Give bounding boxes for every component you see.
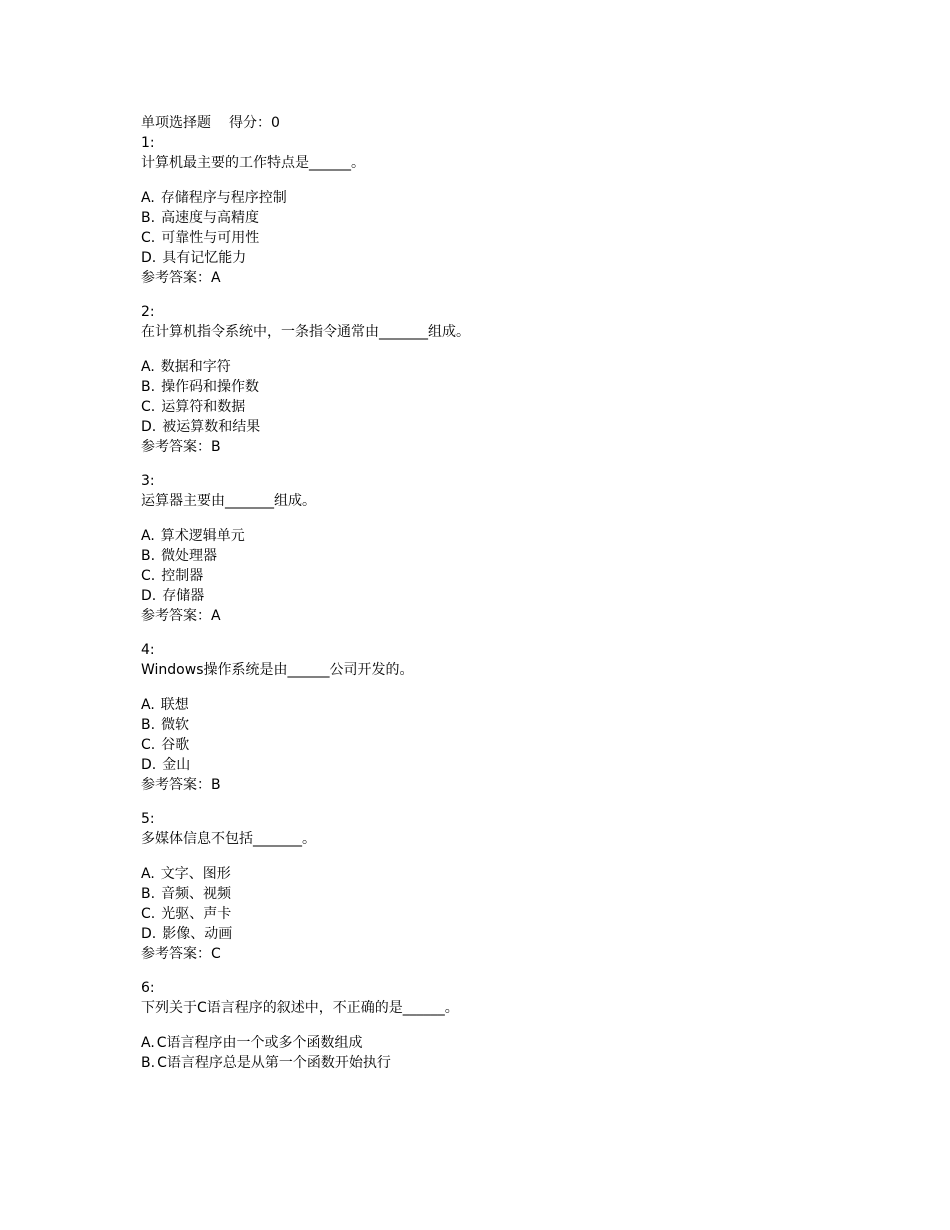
option-b (141, 546, 901, 566)
answer-value: A (211, 608, 221, 624)
option-key: C. (141, 399, 156, 415)
option-c (141, 228, 901, 248)
question-text: 计算机最主要的工作特点是______。 (141, 155, 365, 171)
option-a (141, 864, 901, 884)
option-key: C. (141, 906, 156, 922)
option-b (141, 377, 901, 397)
option-b (141, 884, 901, 904)
option-key: A. (141, 697, 155, 713)
option-text: 影像、动画 (162, 926, 233, 942)
option-c (141, 397, 901, 417)
option-text: 联想 (160, 697, 189, 713)
option-text: 存储器 (162, 588, 205, 604)
option-b (141, 715, 901, 735)
answer-label: 参考答案： (141, 270, 211, 286)
question-text: 多媒体信息不包括_______。 (141, 831, 316, 847)
option-text: 谷歌 (161, 737, 190, 753)
option-text: 可靠性与可用性 (161, 230, 260, 246)
question-2 (141, 302, 901, 457)
option-text: 文字、图形 (160, 866, 231, 882)
option-text: 音频、视频 (161, 886, 232, 902)
option-d (141, 755, 901, 775)
option-c (141, 904, 901, 924)
answer-value: B (211, 777, 221, 793)
option-key: B. (141, 379, 156, 395)
answer-value: C (211, 946, 221, 962)
option-d (141, 924, 901, 944)
option-text: 微处理器 (161, 548, 218, 564)
answer-value: B (211, 439, 221, 455)
option-text: C语言程序总是从第一个函数开始执行 (157, 1055, 391, 1071)
option-a (141, 526, 901, 546)
option-text: 金山 (162, 757, 191, 773)
option-key: B. (141, 210, 156, 226)
option-key: C. (141, 568, 156, 584)
option-key: B. (141, 886, 156, 902)
option-d (141, 417, 901, 437)
question-text: 运算器主要由_______组成。 (141, 493, 316, 509)
question-text: Windows操作系统是由______公司开发的。 (141, 662, 414, 678)
option-d (141, 248, 901, 268)
question-1 (141, 133, 901, 288)
option-key: D. (141, 757, 157, 773)
option-b (141, 1053, 901, 1073)
option-text: 存储程序与程序控制 (160, 190, 287, 206)
option-key: B. (141, 548, 156, 564)
option-key: A. (141, 359, 155, 375)
option-c (141, 566, 901, 586)
question-number: 6: (141, 980, 155, 996)
option-text: 控制器 (161, 568, 204, 584)
answer-label: 参考答案： (141, 946, 211, 962)
score-value: 0 (271, 115, 280, 131)
question-text: 下列关于C语言程序的叙述中，不正确的是______。 (141, 1000, 459, 1016)
exam-page (141, 113, 901, 1087)
option-key: D. (141, 588, 157, 604)
option-text: 光驱、声卡 (161, 906, 232, 922)
option-key: A. (141, 1035, 155, 1051)
reference-answer (141, 437, 901, 457)
question-number: 3: (141, 473, 155, 489)
option-key: C. (141, 230, 156, 246)
question-4 (141, 640, 901, 795)
question-number: 4: (141, 642, 155, 658)
option-key: D. (141, 419, 157, 435)
option-a (141, 1033, 901, 1053)
option-text: 具有记忆能力 (162, 250, 247, 266)
option-a (141, 695, 901, 715)
option-b (141, 208, 901, 228)
question-text: 在计算机指令系统中，一条指令通常由_______组成。 (141, 324, 470, 340)
option-a (141, 357, 901, 377)
answer-label: 参考答案： (141, 608, 211, 624)
question-number: 5: (141, 811, 155, 827)
option-text: 数据和字符 (160, 359, 231, 375)
option-key: D. (141, 250, 157, 266)
option-key: B. (141, 1055, 156, 1071)
option-text: C语言程序由一个或多个函数组成 (156, 1035, 363, 1051)
option-text: 微软 (161, 717, 190, 733)
option-text: 操作码和操作数 (161, 379, 260, 395)
question-3 (141, 471, 901, 626)
answer-label: 参考答案： (141, 439, 211, 455)
option-text: 运算符和数据 (161, 399, 246, 415)
question-5 (141, 809, 901, 964)
option-c (141, 735, 901, 755)
option-text: 被运算数和结果 (162, 419, 261, 435)
option-key: D. (141, 926, 157, 942)
option-d (141, 586, 901, 606)
reference-answer (141, 944, 901, 964)
option-key: A. (141, 528, 155, 544)
reference-answer (141, 775, 901, 795)
option-key: C. (141, 737, 156, 753)
question-number: 2: (141, 304, 155, 320)
reference-answer (141, 268, 901, 288)
option-key: A. (141, 866, 155, 882)
question-number: 1: (141, 135, 155, 151)
section-title: 单项选择题 (141, 115, 211, 131)
option-text: 算术逻辑单元 (160, 528, 245, 544)
option-a (141, 188, 901, 208)
answer-value: A (211, 270, 221, 286)
option-key: A. (141, 190, 155, 206)
reference-answer (141, 606, 901, 626)
section-header (141, 113, 901, 133)
option-key: B. (141, 717, 156, 733)
question-6 (141, 978, 901, 1073)
option-text: 高速度与高精度 (161, 210, 260, 226)
score-label: 得分： (229, 115, 271, 131)
answer-label: 参考答案： (141, 777, 211, 793)
